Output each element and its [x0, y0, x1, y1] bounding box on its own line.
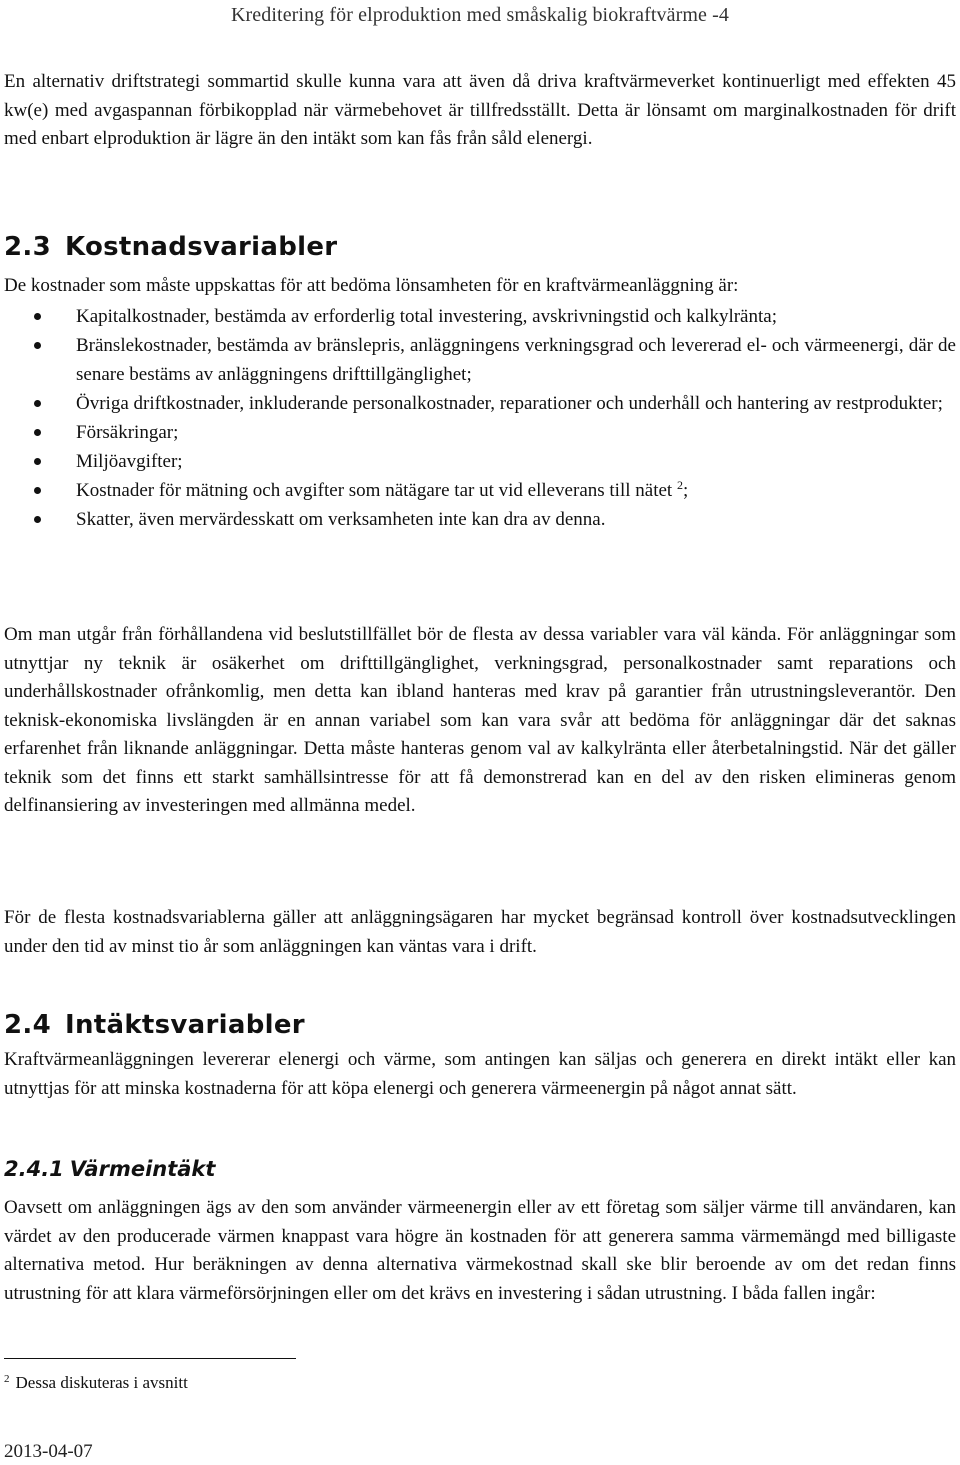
footnote-text: Dessa diskuteras i avsnitt	[15, 1373, 188, 1392]
section-heading-2-4	[4, 1010, 305, 1040]
subsection-number: 2.4.1	[4, 1157, 64, 1181]
footnote-mark: 2	[4, 1373, 10, 1385]
subsection-heading-2-4-1	[4, 1157, 215, 1181]
list-item: Övriga driftkostnader, inkluderande personalkostnader, reparationer och underhåll och hantering av restprodukter;	[4, 389, 956, 418]
footnote	[4, 1372, 188, 1394]
list-item: Försäkringar;	[4, 418, 956, 447]
list-item: Kostnader för mätning och avgifter som nätägare tar ut vid elleverans till nätet $^2$;	[4, 476, 956, 505]
section-lead: De kostnader som måste uppskattas för att bedöma lönsamheten för en kraftvärmeanläggning är:	[4, 275, 739, 296]
running-header: Kreditering för elproduktion med småskalig biokraftvärme -4	[231, 4, 729, 26]
bullet-icon	[34, 458, 41, 465]
section-number: 2.4	[4, 1010, 51, 1040]
section-number: 2.3	[4, 232, 51, 262]
section-title: Kostnadsvariabler	[64, 232, 338, 262]
cost-variable-list	[4, 302, 956, 534]
bullet-icon	[34, 429, 41, 436]
list-item: Skatter, även mervärdesskatt om verksamheten inte kan dra av denna.	[4, 505, 956, 534]
bullet-icon	[34, 400, 41, 407]
footer-date: 2013-04-07	[4, 1441, 93, 1462]
subsection-2-4-1-paragraph: Oavsett om anläggningen ägs av den som använder värmeenergin eller av ett företag som säljer värme till användaren, kan värdet av den producerade värmen knappast vara högre än kostnaden för att generera samma värmemängd med billigaste alternativa metod. Hur beräkningen av denna alternativa värmekostnad skall ske blir beroende av om det redan finns utrustning för att klara värmeförsörjningen eller om det krävs en investering i sådan utrustning. I båda fallen ingår:	[4, 1197, 956, 1304]
bullet-icon	[34, 516, 41, 523]
footnote-reference[interactable]: 2	[676, 478, 683, 492]
list-item: Kapitalkostnader, bestämda av erforderlig total investering, avskrivningstid och kalkylränta;	[4, 302, 956, 331]
bullet-icon	[34, 342, 41, 349]
section-paragraph-1: Om man utgår från förhållandena vid beslutstillfället bör de flesta av dessa variabler vara väl kända. För anläggningar som utnyttjar ny teknik är osäkerhet om drifttillgänglighet, verkningsgrad, personalkostnader samt reparations och underhållskostnader ofrånkomlig, men detta kan ibland hanteras med krav på garantier från utrustningsleverantör. Den teknisk-ekonomiska livslängden är en annan variabel som kan vara svår att bedöma för anläggningar där det saknas erfarenhet från liknande anläggningar. Detta måste hanteras genom val av kalkylränta eller återbetalningstid. När det gäller teknik som det finns ett starkt samhällsintresse för att få demonstrerad kan en del av den risken elimineras genom delfinansiering av investeringen med allmänna medel.	[4, 624, 956, 816]
section-heading-2-3	[4, 232, 337, 262]
section-2-4-paragraph: Kraftvärmeanläggningen levererar elenergi och värme, som antingen kan säljas och generera en direkt intäkt eller kan utnyttjas för att minska kostnaderna för att köpa elenergi och generera värmeenergin på något annat sätt.	[4, 1049, 956, 1099]
section-paragraph-2: För de flesta kostnadsvariablerna gäller att anläggningsägaren har mycket begränsad kontroll över kostnadsutvecklingen under den tid av minst tio år som anläggningen kan väntas vara i drift.	[4, 907, 956, 957]
section-title: Intäktsvariabler	[64, 1010, 305, 1040]
list-item: Bränslekostnader, bestämda av bränslepris, anläggningens verkningsgrad och levererad el- och värmeenergi, där de senare bestäms av anläggningens drifttillgänglighet;	[4, 331, 956, 389]
subsection-title: Värmeintäkt	[69, 1157, 216, 1181]
bullet-icon	[34, 313, 41, 320]
intro-paragraph: En alternativ driftstrategi sommartid skulle kunna vara att även då driva kraftvärmeverket kontinuerligt med effekten 45 kw(e) med avgaspannan förbikopplad när värmebehovet är tillfredsställt. Detta är lönsamt om marginalkostnaden för drift med enbart elproduktion är lägre än den intäkt som kan fås från såld elenergi.	[4, 71, 956, 149]
footnote-separator	[4, 1358, 296, 1359]
bullet-icon	[34, 487, 41, 494]
list-item: Miljöavgifter;	[4, 447, 956, 476]
